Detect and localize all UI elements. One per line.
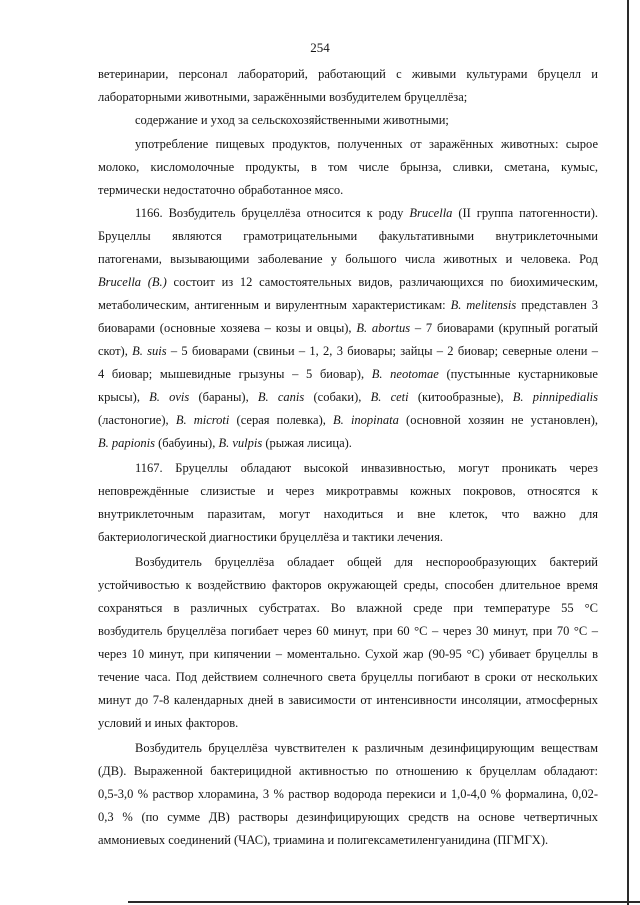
text-line: неповреждённые слизистые и через микротравмы кожных покровов, относятся к [98, 484, 598, 498]
text-line: аммониевых соединений (ЧАС), триамина и полигексаметиленгуанидина (ПГМГХ). [98, 833, 549, 847]
text-line: через 10 минут, при кипячении – моментально. Сухой жар (90-95 °C) убивает бруцеллы в [98, 647, 598, 661]
text-line: 4 биовар; мышевидные грызуны – 5 биовар), B. neotomae (пустынные кустарниковые [98, 367, 598, 381]
text-line: внутриклеточным паразитам, могут находиться и вне клеток, что важно для [98, 507, 598, 521]
text-line: возбудитель бруцеллёза погибает через 60 минут, при 60 °C – через 30 минут, при 70 °C – [98, 624, 598, 638]
text-line: (ДВ). Выраженной бактерицидной активностью по отношению к бруцеллам обладают: [98, 764, 598, 778]
text-line: 0,5-3,0 % раствор хлорамина, 3 % раствор водорода перекиси и 1,0-4,0 % формалина, 0,02- [98, 787, 598, 801]
text-line: молоко, кисломолочные продукты, в том числе брынза, сливки, сметана, кумыс, [98, 160, 598, 174]
paragraph-1167-start: 1167. Бруцеллы обладают высокой инвазивностью, могут проникать через [135, 461, 598, 475]
text-line: устойчивостью к воздействию факторов окружающей среды, способен длительное время [98, 578, 598, 592]
text-line: бактериологической диагностики бруцеллёза и тактики лечения. [98, 530, 443, 544]
text-line: содержание и уход за сельскохозяйственными животными; [135, 113, 449, 127]
text-line: Brucella (B.) состоит из 12 самостоятельных видов, различающихся по биохимическим, [98, 275, 598, 289]
text-line: патогенами, вызывающими заболевание у большого числа животных и человека. Род [98, 252, 598, 266]
text-line: сохраняться в различных субстратах. Во влажной среде при температуре 55 °C [98, 601, 598, 615]
text-line: крысы), B. ovis (бараны), B. canis (собаки), B. ceti (китообразные), B. pinnipedialis [98, 390, 599, 404]
text-line: течение часа. Под действием солнечного света бруцеллы погибают в сроки от нескольких [98, 670, 598, 684]
paragraph-disinfectant-start: Возбудитель бруцеллёза чувствителен к различным дезинфицирующим веществам [135, 741, 598, 755]
text-line: лабораторными животными, заражёнными возбудителем бруцеллёза; [98, 90, 468, 104]
text-line: ветеринарии, персонал лабораторий, работающий с живыми культурами бруцелл и [98, 67, 598, 81]
text-line: биоварами (основные хозяева – козы и овцы), B. abortus – 7 биоварами (крупный рогатый [98, 321, 598, 335]
text-line: употребление пищевых продуктов, полученных от заражённых животных: сырое [135, 137, 598, 151]
text-line: условий и иных факторов. [98, 716, 239, 730]
text-line: термически недостаточно обработанное мясо. [98, 183, 344, 197]
paragraph-1166-start: 1166. Возбудитель бруцеллёза относится к роду Brucella (II группа патогенности). [135, 206, 599, 220]
text-line: Бруцеллы являются грамотрицательными факультативными внутриклеточными [98, 229, 598, 243]
scan-border-right [627, 0, 629, 905]
text-line: 0,3 % (по сумме ДВ) растворы дезинфицирующих средств на основе четвертичных [98, 810, 598, 824]
text-line: (ластоногие), B. microti (серая полевка), B. inopinata (основной хозяин не установлен), [98, 413, 598, 427]
text-line: B. papionis (бабуины), B. vulpis (рыжая лисица). [98, 436, 352, 450]
text-line: минут до 7-8 календарных дней в зависимости от интенсивности инсоляции, атмосферных [98, 693, 598, 707]
text-line: скот), B. suis – 5 биоварами (свиньи – 1, 2, 3 биовары; зайцы – 2 биовар; северные олени – [98, 344, 598, 358]
scan-border-bottom [128, 901, 640, 903]
paragraph-resistance-start: Возбудитель бруцеллёза обладает общей для неспорообразующих бактерий [135, 555, 598, 569]
page-number: 254 [310, 40, 330, 55]
text-line: метаболическим, антигенным и вирулентным характеристикам: B. melitensis представлен 3 [98, 298, 598, 312]
